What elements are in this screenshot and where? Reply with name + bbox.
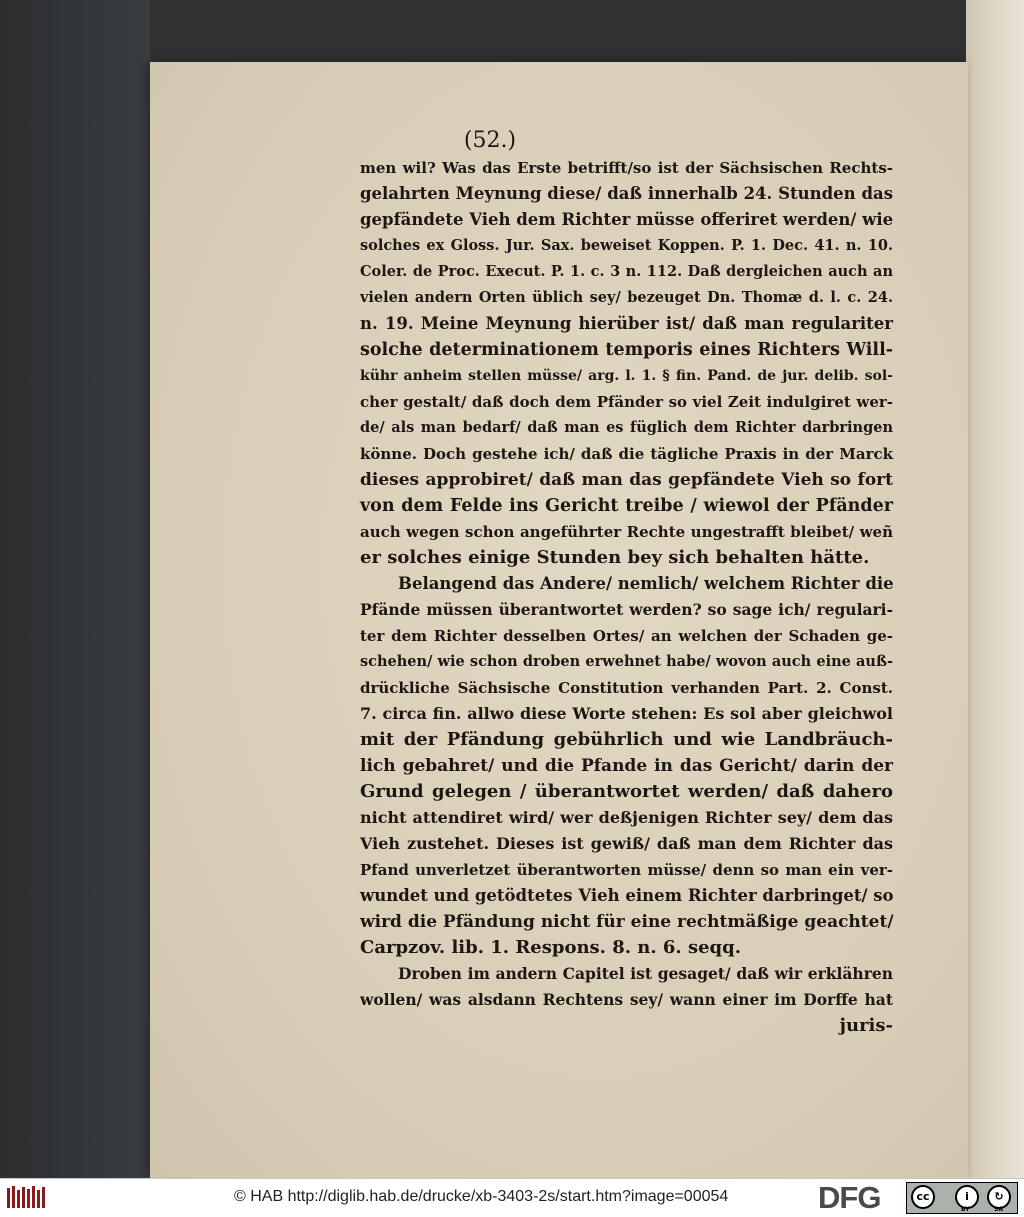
text-line: gepfändete Vieh dem Richter müsse offeriret werden/ wie xyxy=(360,210,894,229)
text-line: dieses approbiret/ daß man das gepfändete Vieh so fort xyxy=(360,470,893,490)
text-line: Pfand unverletzet überantworten müsse/ denn so man ein ver- xyxy=(360,861,893,879)
text-line: nicht attendiret wird/ wer deßjenigen Richter sey/ dem das xyxy=(360,808,893,827)
text-line: er solches einige Stunden bey sich behalten hätte. xyxy=(360,547,870,568)
cc-license-badge[interactable] xyxy=(906,1182,1018,1214)
text-line: Vieh zustehet. Dieses ist gewiß/ daß man dem Richter das xyxy=(360,834,893,853)
text-line: schehen/ wie schon droben erwehnet habe/ wovon auch eine auß- xyxy=(360,653,893,670)
text-line: Pfände müssen überantwortet werden? so sage ich/ regulari- xyxy=(360,600,893,619)
text-line: solche determinationem temporis eines Richters Will- xyxy=(360,340,893,360)
text-line: 7. circa fin. allwo diese Worte stehen: Es sol aber gleichwol xyxy=(360,704,893,723)
text-line: mit der Pfändung gebührlich und wie Landbräuch- xyxy=(360,729,893,750)
cc-icon: cc xyxy=(911,1185,935,1209)
dfg-logo[interactable]: DFG xyxy=(818,1180,881,1215)
text-line: kühr anheim stellen müsse/ arg. l. 1. § fin. Pand. de jur. delib. sol- xyxy=(360,368,893,384)
text-line: könne. Doch gestehe ich/ daß die tägliche Praxis in der Marck xyxy=(360,445,893,463)
hab-logo-icon xyxy=(6,1185,50,1211)
text-line: de/ als man bedarf/ daß man es füglich dem Richter darbringen xyxy=(360,419,893,436)
catchword: juris- xyxy=(839,1015,893,1036)
cc-sa-label: SA xyxy=(994,1206,1003,1213)
page-number: (52.) xyxy=(463,128,517,153)
text-line: vielen andern Orten üblich sey/ bezeuget Dn. Thomæ d. l. c. 24. xyxy=(360,289,893,306)
text-line: wird die Pfändung nicht für eine rechtmäßige geachtet/ xyxy=(360,912,894,932)
text-line: lich gebahret/ und die Pfande in das Gericht/ darin der xyxy=(360,756,893,776)
text-line: Carpzov. lib. 1. Respons. 8. n. 6. seqq. xyxy=(360,937,741,958)
text-line: wundet und getödtetes Vieh einem Richter darbringet/ so xyxy=(360,886,894,905)
share-alike-icon: ↻ xyxy=(987,1185,1011,1209)
text-line: Belangend das Andere/ nemlich/ welchem Richter die xyxy=(398,574,894,593)
text-line: Grund gelegen / überantwortet werden/ daß dahero xyxy=(360,781,893,802)
scan-background-left xyxy=(0,0,150,1178)
text-line: Droben im andern Capitel ist gesaget/ daß wir erklähren xyxy=(398,964,893,983)
text-line: gelahrten Meynung diese/ daß innerhalb 24. Stunden das xyxy=(360,184,893,203)
text-line: men wil? Was das Erste betrifft/so ist der Sächsischen Rechts- xyxy=(360,159,893,177)
text-line: n. 19. Meine Meynung hierüber ist/ daß man regulariter xyxy=(360,314,893,333)
person-icon: i xyxy=(955,1185,979,1209)
cc-by-label: BY xyxy=(961,1206,970,1213)
scan-background-right xyxy=(966,0,1024,1178)
text-line: cher gestalt/ daß doch dem Pfänder so viel Zeit indulgiret wer- xyxy=(360,393,893,411)
text-line: solches ex Gloss. Jur. Sax. beweiset Koppen. P. 1. Dec. 41. n. 10. xyxy=(360,237,893,254)
copyright-link[interactable]: © HAB http://diglib.hab.de/drucke/xb-3403-2s/start.htm?image=00054 xyxy=(234,1188,729,1205)
text-line: drückliche Sächsische Constitution verhanden Part. 2. Const. xyxy=(360,679,893,697)
text-line: auch wegen schon angeführter Rechte ungestrafft bleibet/ weñ xyxy=(360,523,893,541)
viewer-footer xyxy=(0,1178,1024,1217)
text-line: Coler. de Proc. Execut. P. 1. c. 3 n. 112. Daß dergleichen auch an xyxy=(360,263,893,280)
text-line: wollen/ was alsdann Rechtens sey/ wann einer im Dorffe hat xyxy=(360,990,893,1009)
text-line: ter dem Richter desselben Ortes/ an welchen der Schaden ge- xyxy=(360,627,893,645)
text-line: von dem Felde ins Gericht treibe / wiewol der Pfänder xyxy=(360,496,893,516)
